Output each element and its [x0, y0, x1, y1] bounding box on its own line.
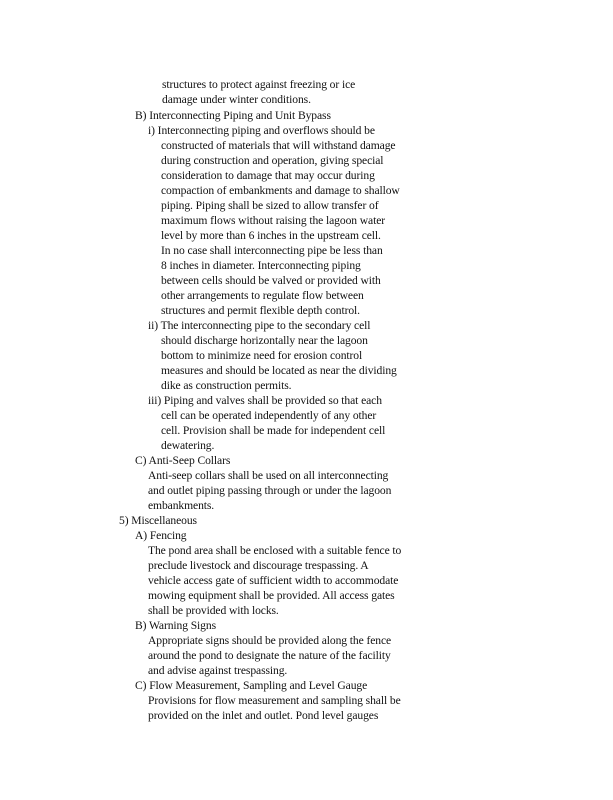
text-line: and outlet piping passing through or under the lagoon	[148, 484, 392, 497]
text-line: In no case shall interconnecting pipe be less than	[161, 244, 383, 257]
text-line: structures and permit flexible depth control.	[161, 304, 360, 317]
list-item-text: iii) Piping and valves shall be provided so that each	[148, 394, 382, 407]
text-line: consideration to damage that may occur during	[161, 169, 375, 182]
text-line: between cells should be valved or provided with	[161, 274, 381, 287]
text-line: cell. Provision shall be made for independent cell	[161, 424, 386, 437]
text-line: constructed of materials that will withstand damage	[161, 139, 396, 152]
text-line: maximum flows without raising the lagoon water	[161, 214, 386, 227]
text-line: structures to protect against freezing or ice	[162, 78, 356, 91]
text-line: dewatering.	[161, 439, 215, 452]
text-line: other arrangements to regulate flow between	[161, 289, 364, 302]
text-line: vehicle access gate of sufficient width to accommodate	[148, 574, 399, 587]
text-line: and advise against trespassing.	[148, 664, 288, 677]
text-line: measures and should be located as near the dividing	[161, 364, 397, 377]
text-line: dike as construction permits.	[161, 379, 292, 392]
text-line: 8 inches in diameter. Interconnecting piping	[161, 259, 361, 272]
text-line: The pond area shall be enclosed with a suitable fence to	[148, 544, 402, 557]
text-line: mowing equipment shall be provided. All access gates	[148, 589, 395, 602]
section-heading: A) Fencing	[135, 529, 187, 542]
section-heading: B) Warning Signs	[135, 619, 216, 632]
section-heading: 5) Miscellaneous	[119, 514, 197, 527]
text-line: level by more than 6 inches in the upstream cell.	[161, 229, 381, 242]
section-heading: B) Interconnecting Piping and Unit Bypass	[135, 109, 331, 122]
text-line: preclude livestock and discourage trespassing. A	[148, 559, 369, 572]
section-heading: C) Anti-Seep Collars	[135, 454, 231, 467]
text-line: piping. Piping shall be sized to allow transfer of	[161, 199, 379, 212]
text-line: Anti-seep collars shall be used on all interconnecting	[148, 469, 389, 482]
text-line: provided on the inlet and outlet. Pond level gauges	[148, 709, 379, 722]
text-line: compaction of embankments and damage to shallow	[161, 184, 400, 197]
list-item-text: ii) The interconnecting pipe to the secondary cell	[148, 319, 371, 332]
text-line: should discharge horizontally near the lagoon	[161, 334, 368, 347]
text-line: around the pond to designate the nature of the facility	[148, 649, 391, 662]
text-line: embankments.	[148, 499, 215, 512]
list-item-text: i) Interconnecting piping and overflows should be	[148, 124, 375, 137]
text-line: shall be provided with locks.	[148, 604, 279, 617]
text-line: during construction and operation, giving special	[161, 154, 384, 167]
section-heading: C) Flow Measurement, Sampling and Level Gauge	[135, 679, 368, 692]
text-line: bottom to minimize need for erosion control	[161, 349, 363, 362]
text-line: damage under winter conditions.	[162, 93, 311, 106]
text-line: cell can be operated independently of any other	[161, 409, 377, 422]
text-line: Provisions for flow measurement and sampling shall be	[148, 694, 401, 707]
text-line: Appropriate signs should be provided along the fence	[148, 634, 392, 647]
